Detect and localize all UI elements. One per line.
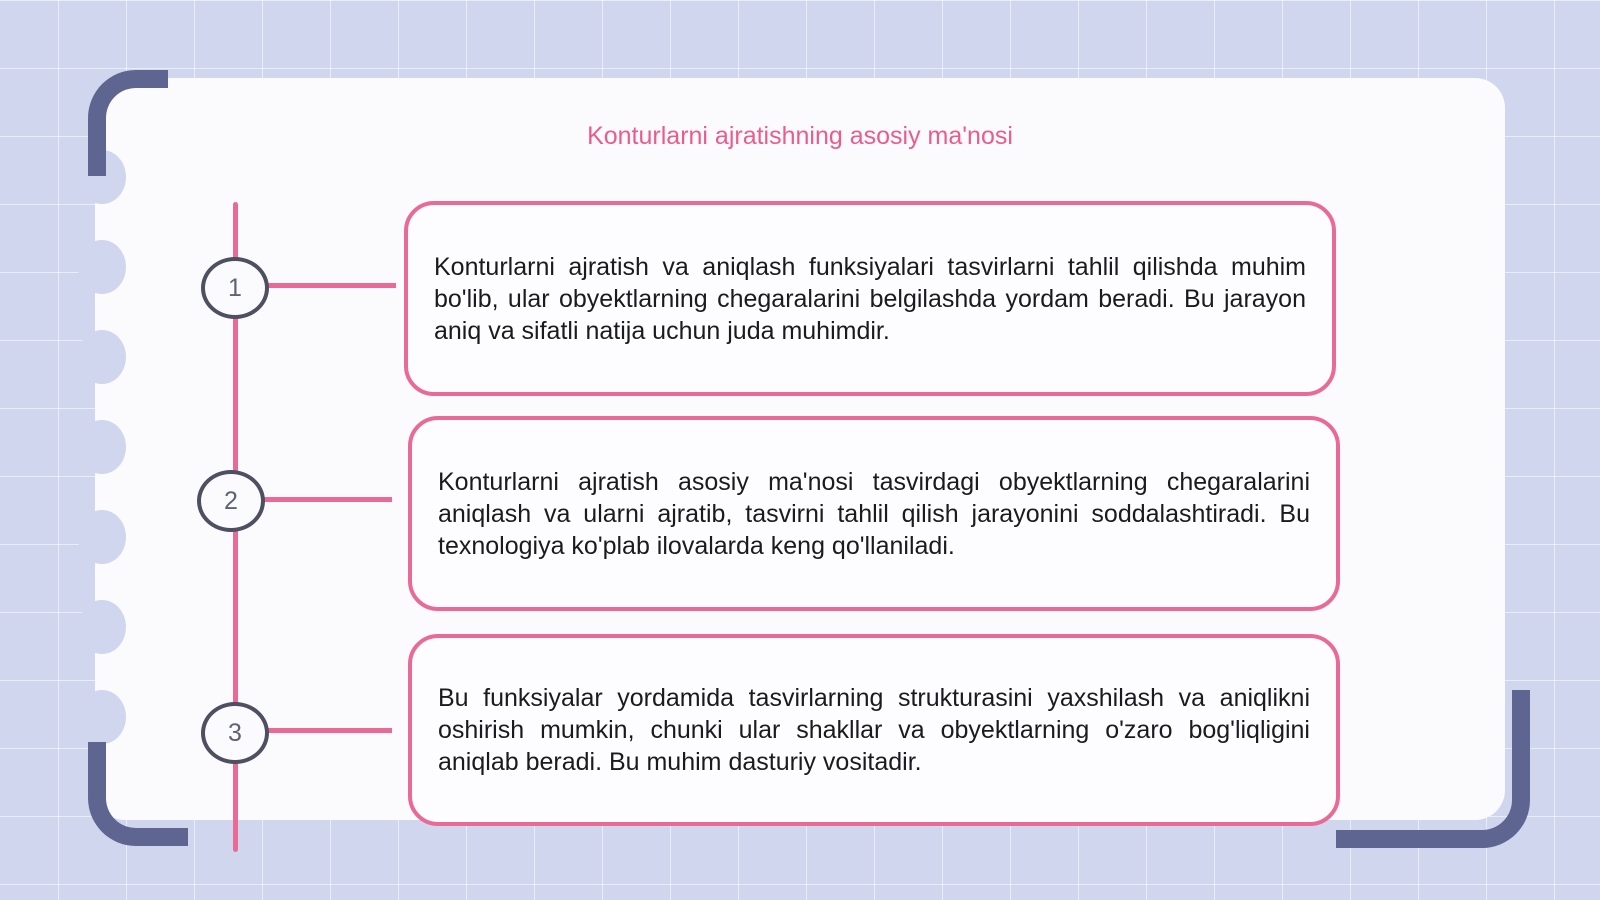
step-marker-1 (201, 257, 269, 319)
paper-edge-notch (78, 690, 126, 744)
step-marker-3 (201, 702, 269, 764)
paper-edge-notch (78, 510, 126, 564)
card-text: Konturlarni ajratish asosiy ma'nosi tasvirdagi obyektlarning chegaralarini aniqlash va ularni ajratib, tasvirni tahlil qilish jarayonini soddalashtiradi. Bu texnologiya ko'plab ilovalarda keng qo'llaniladi. (438, 467, 1310, 560)
content-card-2 (408, 416, 1340, 611)
paper-edge-notch (78, 240, 126, 294)
content-card-1 (404, 201, 1336, 396)
card-text: Konturlarni ajratish va aniqlash funksiyalari tasvirlarni tahlil qilishda muhim bo'lib, ular obyektlarning chegaralarini belgilashda yordam beradi. Bu jarayon aniq va sifatli natija uchun juda muhimdir. (434, 252, 1306, 345)
frame-corner-bottom-left (88, 742, 188, 846)
timeline-connector (268, 283, 396, 288)
paper-edge-notch (78, 420, 126, 474)
frame-corner-top-left (88, 70, 168, 176)
paper-edge-notch (78, 330, 126, 384)
timeline-connector (268, 728, 392, 733)
step-number: 2 (224, 486, 238, 515)
paper-edge-notch (78, 600, 126, 654)
timeline-connector (264, 497, 392, 502)
content-card-3 (408, 634, 1340, 826)
step-marker-2 (197, 470, 265, 532)
card-text: Bu funksiyalar yordamida tasvirlarning strukturasini yaxshilash va aniqlikni oshirish mumkin, chunki ular shakllar va obyektlarning o'zaro bog'liqligini aniqlab beradi. Bu muhim dasturiy vositadir. (438, 684, 1310, 776)
frame-corner-bottom-right (1336, 690, 1530, 848)
step-number: 3 (228, 718, 242, 747)
step-number: 1 (228, 273, 242, 302)
slide-title: Konturlarni ajratishning asosiy ma'nosi (587, 122, 1013, 150)
